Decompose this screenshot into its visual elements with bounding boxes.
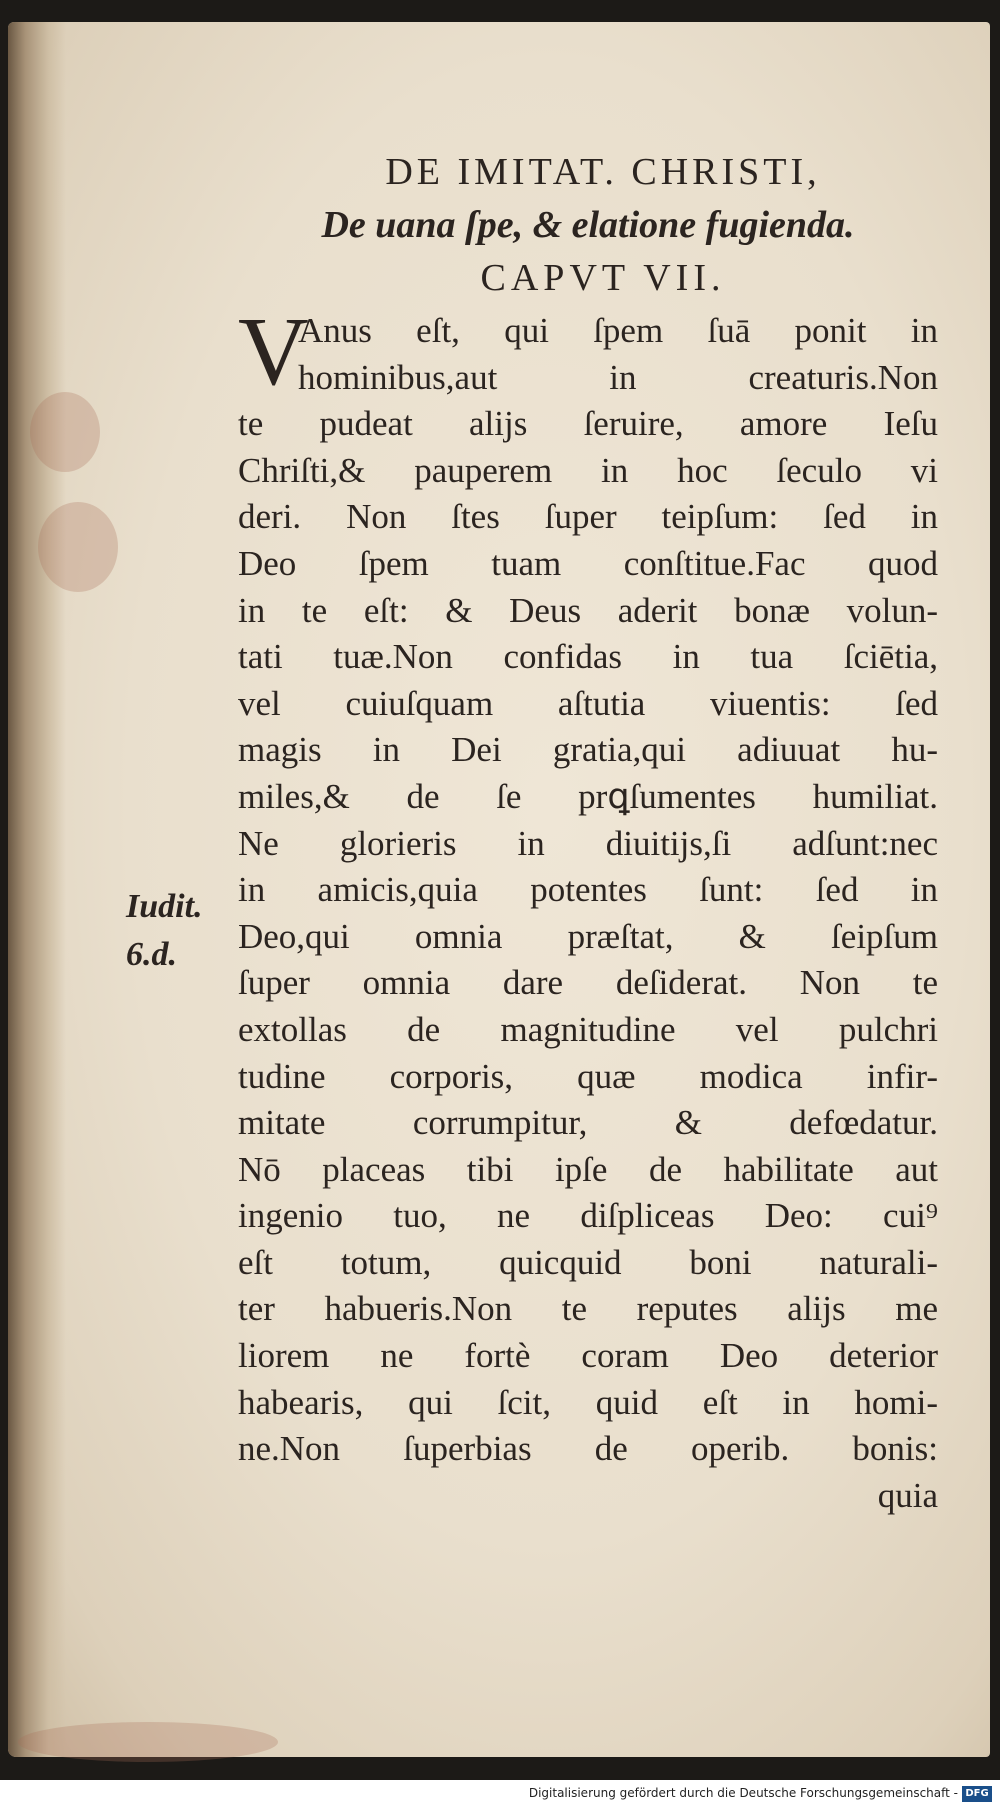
text-line: Chriſti,& pauperem in hoc ſeculo vi <box>238 450 938 490</box>
text-line: ingenio tuo, ne diſpliceas Deo: cui⁹ <box>238 1196 938 1236</box>
text-block <box>238 146 938 1519</box>
catchword: quia <box>877 1475 938 1515</box>
text-line: vel cuiuſquam aſtutia viuentis: ſed <box>238 683 938 723</box>
body-text <box>238 298 938 1519</box>
text-line: te pudeat alijs ſeruire, amore Ieſu <box>238 404 938 444</box>
footer-bar <box>0 1780 1000 1809</box>
marginal-note: 6.d. <box>126 936 177 973</box>
text-line: habearis, qui ſcit, quid eſt in homi- <box>238 1382 938 1422</box>
marginal-note: Iudit. <box>126 888 203 925</box>
dfg-logo: DFG <box>962 1786 992 1802</box>
chapter-heading: CAPVT VII. <box>480 257 726 299</box>
text-line: mitate corrumpitur, & defœdatur. <box>238 1103 938 1143</box>
text-line: Deo,qui omnia præſtat, & ſeipſum <box>238 916 938 956</box>
text-line: ter habueris.Non te reputes alijs me <box>238 1289 938 1329</box>
text-line: magis in Dei gratia,qui adiuuat hu- <box>238 730 938 770</box>
stain <box>38 502 118 592</box>
text-line: Ne glorieris in diuitijs,ſi adſunt:nec <box>238 823 938 863</box>
stain <box>18 1722 278 1762</box>
page-spine-shadow <box>8 22 66 1757</box>
text-line: Nō placeas tibi ipſe de habilitate aut <box>238 1149 938 1189</box>
text-line: eſt totum, quicquid boni naturali- <box>238 1242 938 1282</box>
drop-cap: V <box>238 298 309 406</box>
text-line: deri. Non ſtes ſuper teipſum: ſed in <box>238 497 938 537</box>
text-line: extollas de magnitudine vel pulchri <box>238 1009 938 1049</box>
text-line: Deo ſpem tuam conſtitue.Fac quod <box>238 543 938 583</box>
text-line: tudine corporis, quæ modica infir- <box>238 1056 938 1096</box>
text-line: liorem ne fortè coram Deo deterior <box>238 1336 938 1376</box>
text-line: hominibus,aut in creaturis.Non <box>298 357 938 397</box>
text-line: miles,& de ſe prꝗſumentes humiliat. <box>238 776 938 816</box>
stain <box>30 392 100 472</box>
text-line: ne.Non ſuperbias de operib. bonis: <box>238 1429 938 1469</box>
chapter-subtitle: De uana ſpe, & elatione fugienda. <box>321 204 855 246</box>
running-head: DE IMITAT. CHRISTI, <box>385 151 821 193</box>
text-line: Anus eſt, qui ſpem ſuā ponit in <box>298 311 938 350</box>
text-line: in te eſt: & Deus aderit bonæ volun- <box>238 590 938 630</box>
book-page <box>8 22 990 1757</box>
funding-credit: Digitalisierung gefördert durch die Deutsche Forschungsgemeinschaft - <box>528 1786 958 1800</box>
text-line: in amicis,quia potentes ſunt: ſed in <box>238 870 938 910</box>
text-line: ſuper omnia dare deſiderat. Non te <box>238 963 938 1003</box>
text-line: tati tuæ.Non confidas in tua ſciētia, <box>238 637 938 677</box>
